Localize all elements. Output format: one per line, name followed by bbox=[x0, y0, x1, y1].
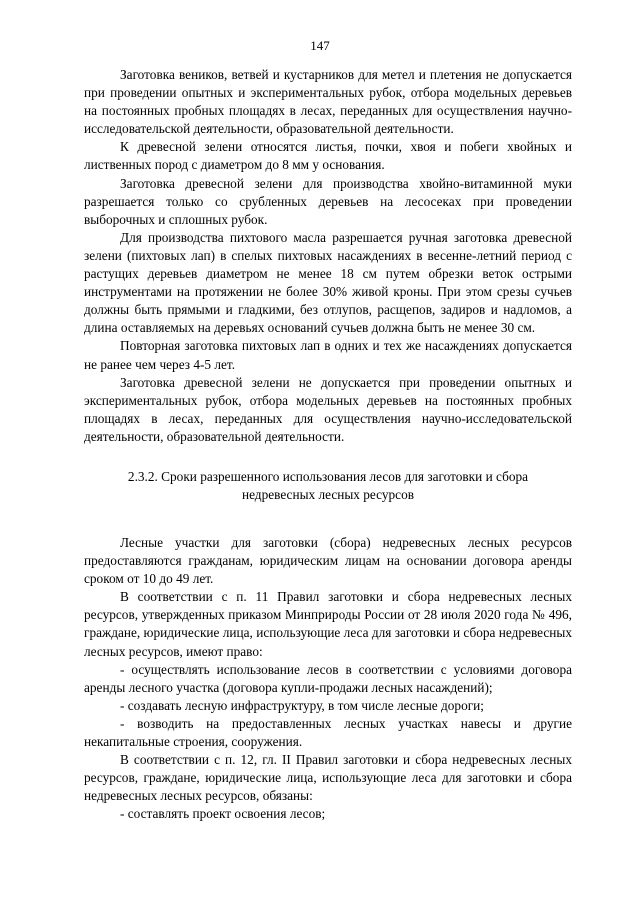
paragraph: В соответствии с п. 11 Правил заготовки и сбора недревесных лесных ресурсов, утвержденных приказом Минприроды России от 28 июля 2020 года № 496, граждане, юридические лица, использующие леса для заготовки и сбора недревесных лесных ресурсов, имеют право: bbox=[84, 589, 572, 659]
page-number: 147 bbox=[310, 38, 330, 53]
section-heading-line: 2.3.2. Сроки разрешенного использования лесов для заготовки и сбора bbox=[127, 468, 529, 484]
paragraph: Для производства пихтового масла разрешается ручная заготовка древесной зелени (пихтовых лап) в спелых пихтовых насаждениях в весенне-летний период с растущих деревьев диаметром не менее 18 см путем обрезки веток острыми инструментами на протяжении не более 30% живой кроны. При этом срезы сучьев должны быть прямыми и гладкими, без отлупов, расщепов, задиров и надломов, а длина оставляемых на деревьях оснований сучьев должна быть не менее 30 см. bbox=[84, 229, 572, 336]
paragraph: В соответствии с п. 12, гл. II Правил заготовки и сбора недревесных лесных ресурсов, граждане, юридические лица, использующие леса для заготовки и сбора недревесных лесных ресурсов, обязаны: bbox=[84, 752, 572, 804]
paragraph: Повторная заготовка пихтовых лап в одних и тех же насаждениях допускается не ранее чем через 4-5 лет. bbox=[84, 338, 572, 372]
paragraph: Лесные участки для заготовки (сбора) недревесных лесных ресурсов предоставляются гражданам, юридическим лицам на основании договора аренды сроком от 10 до 49 лет. bbox=[84, 534, 572, 587]
section-heading-line: недревесных лесных ресурсов bbox=[241, 486, 415, 502]
paragraph: К древесной зелени относятся листья, почки, хвоя и побеги хвойных и лиственных пород с диаметром до 8 мм у основания. bbox=[84, 139, 572, 173]
section-heading bbox=[84, 468, 572, 504]
paragraph: Заготовка древесной зелени не допускается при проведении опытных и экспериментальных рубок, отбора модельных деревьев на постоянных пробных площадях в лесах, переданных для осуществления научно-исследовательской деятельности, образовательной деятельности. bbox=[84, 374, 572, 444]
page-content bbox=[84, 66, 572, 823]
list-item: - возводить на предоставленных лесных участках навесы и другие некапитальные строения, сооружения. bbox=[84, 715, 572, 749]
list-item: - осуществлять использование лесов в соответствии с условиями договора аренды лесного участка (договора купли-продажи лесных насаждений); bbox=[84, 661, 572, 695]
paragraph: Заготовка веников, ветвей и кустарников для метел и плетения не допускается при проведении опытных и экспериментальных рубок, отбора модельных деревьев на постоянных пробных площадях в лесах, переданных для осуществления научно-исследовательской деятельности, образовательной деятельности. bbox=[84, 67, 572, 137]
section-before bbox=[84, 66, 572, 446]
list-item: - создавать лесную инфраструктуру, в том числе лесные дороги; bbox=[120, 697, 484, 713]
section-after bbox=[84, 534, 572, 824]
paragraph: Заготовка древесной зелени для производства хвойно-витаминной муки разрешается только со срубленных деревьев на лесосеках при проведении выборочных и сплошных рубок. bbox=[84, 175, 572, 227]
list-item: - составлять проект освоения лесов; bbox=[120, 806, 326, 822]
